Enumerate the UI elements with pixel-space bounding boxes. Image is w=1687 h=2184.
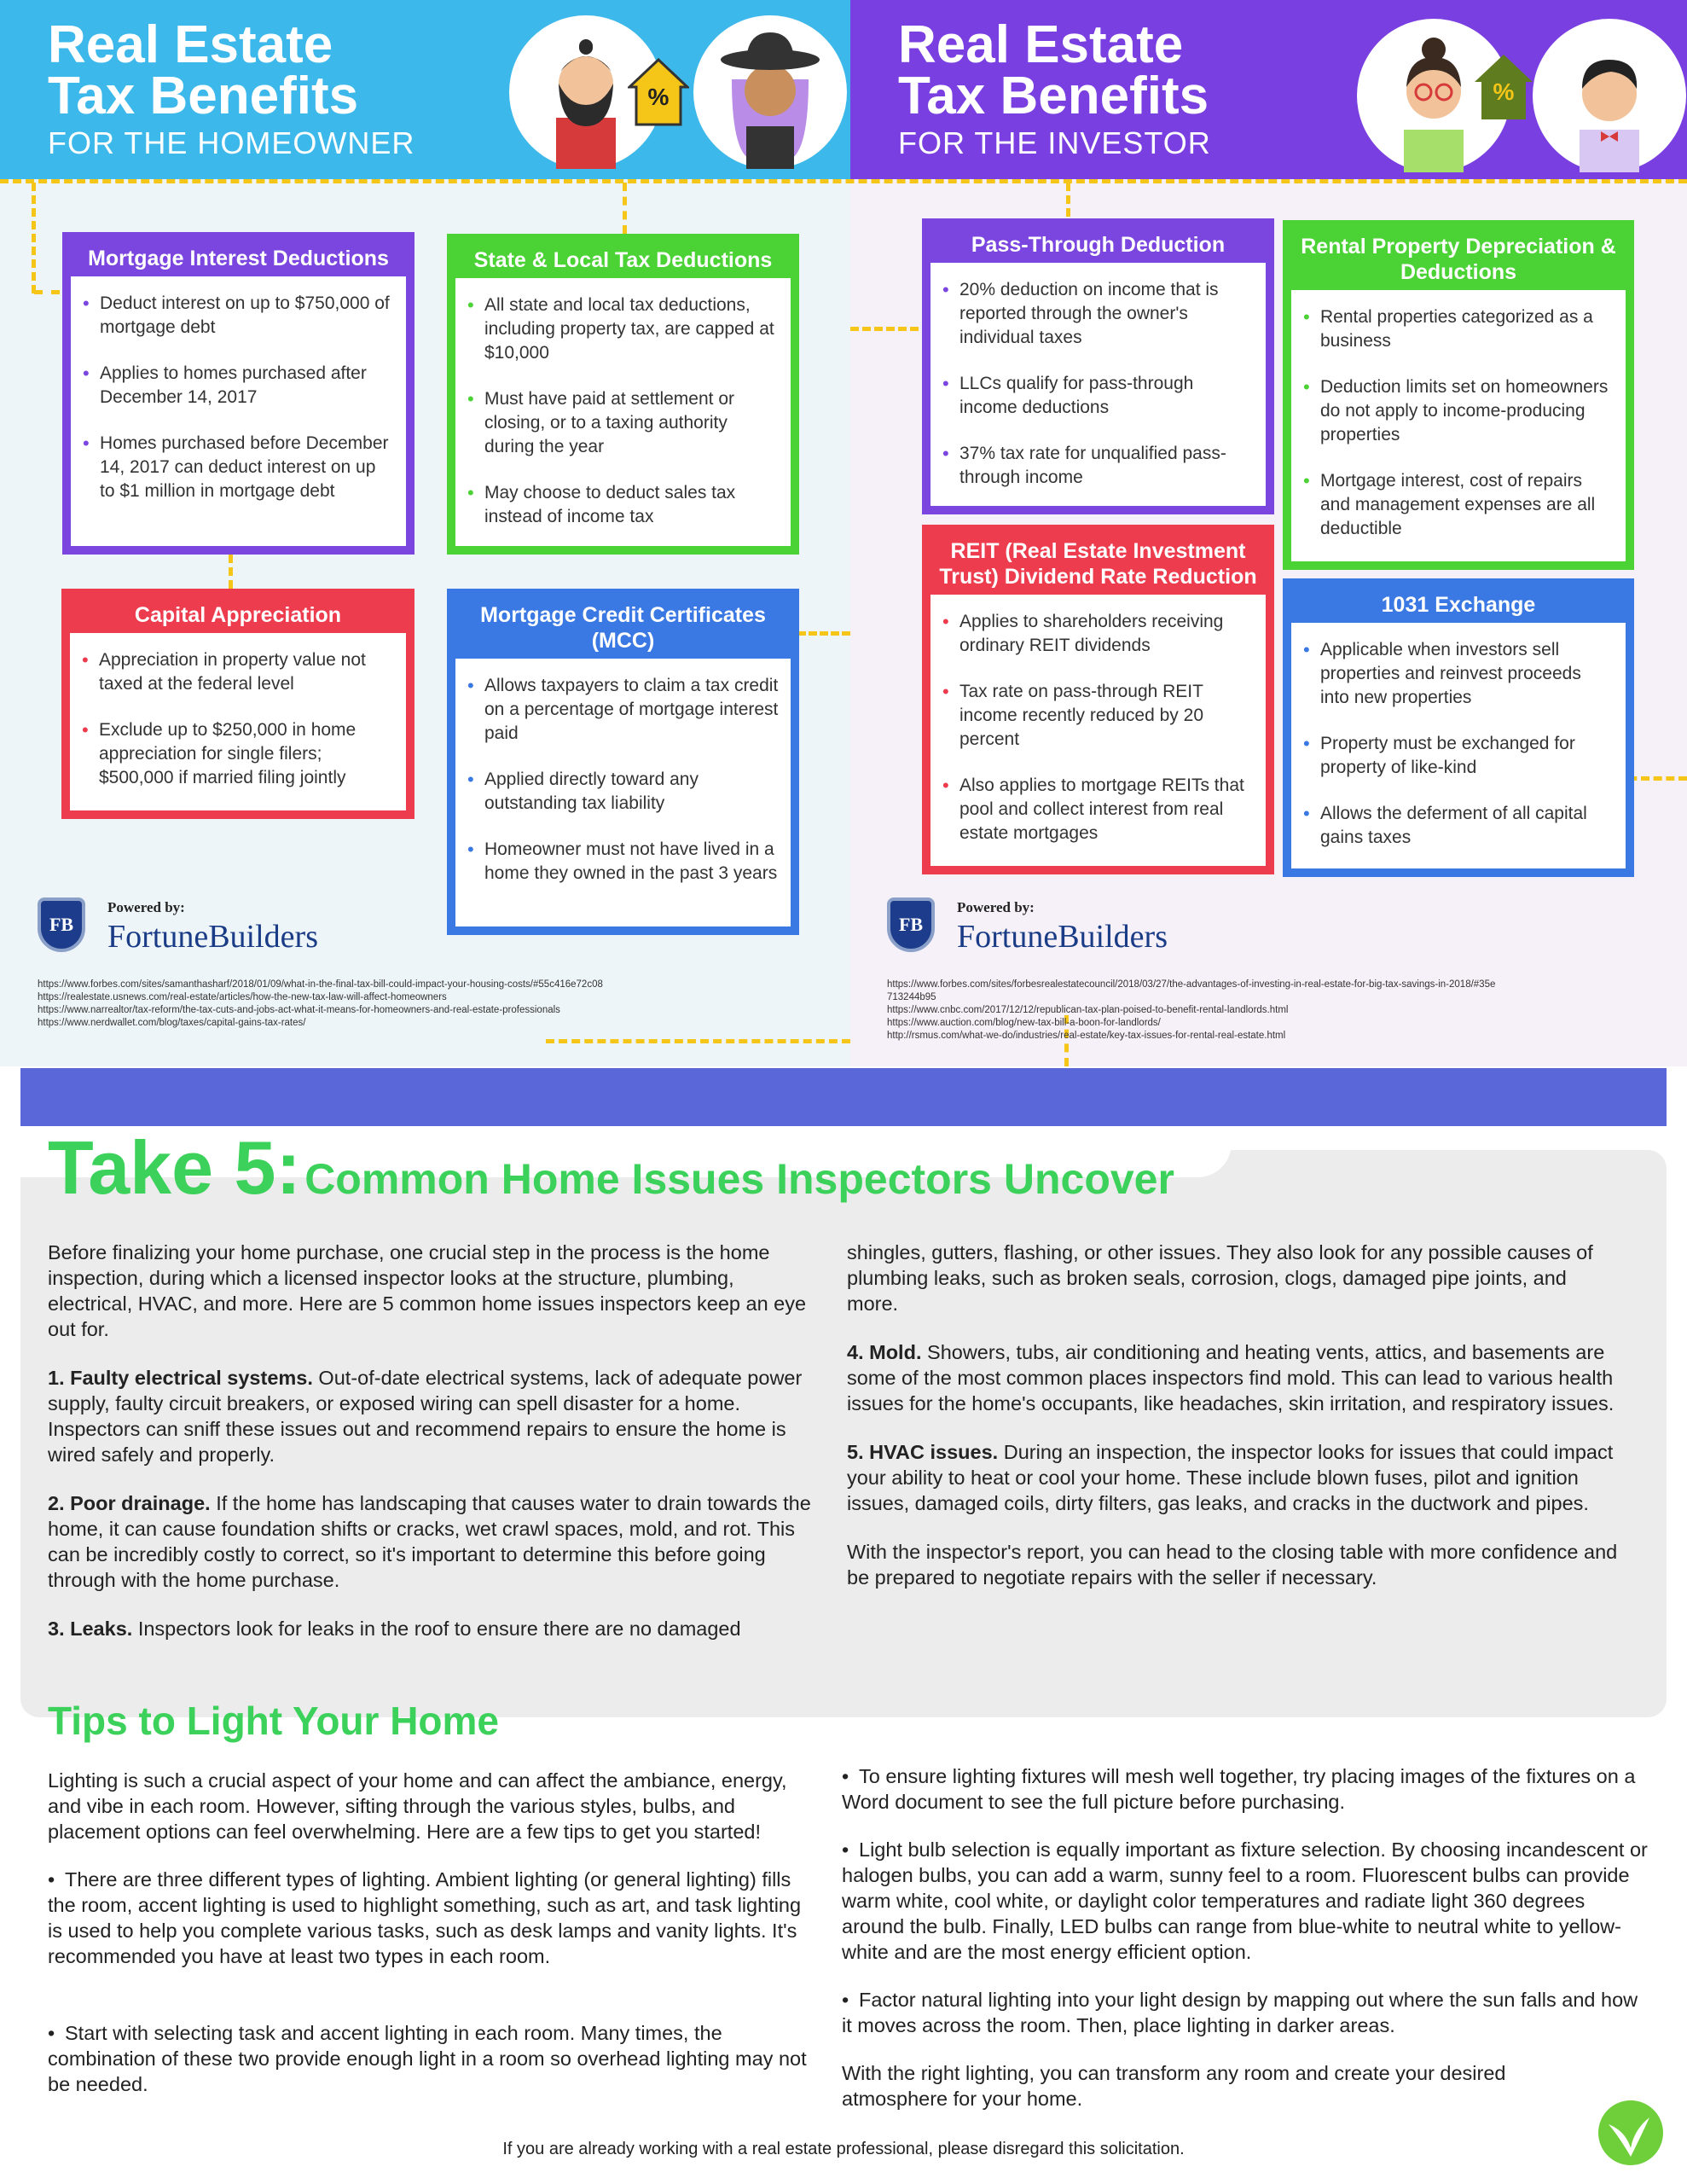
card-item: • Must have paid at settlement or closing, or to a taxing authority during the year	[484, 387, 779, 459]
tip-item	[48, 2020, 815, 2097]
take5-closing: With the inspector's report, you can head to the closing table with more confidence and be prepared to negotiate repairs with the seller if necessary.	[847, 1541, 1618, 1589]
footer-disclaimer: If you are already working with a real estate professional, please disregard this solicitation.	[502, 2140, 1185, 2158]
issue-paragraph	[48, 1616, 815, 1641]
bullet-icon: •	[842, 1989, 849, 2011]
fortunebuilders-shield-icon: FB	[887, 897, 935, 952]
source-link[interactable]: http://rsmus.com/what-we-do/industries/real-estate/key-tax-issues-for-rental-real-estate.html	[887, 1031, 1286, 1041]
tip-text: To ensure lighting fixtures will mesh well together, try placing images of the fixtures on a Word document to see the full picture before purchasing.	[842, 1765, 1636, 1813]
tip-item	[842, 1987, 1652, 2038]
issue-text: Inspectors look for leaks in the roof to ensure there are no damaged	[132, 1618, 741, 1640]
card-title: Rental Property Depreciation & Deductions	[1291, 229, 1626, 290]
leaf-logo-icon	[1597, 2099, 1665, 2171]
connector-line	[797, 631, 850, 636]
fortunebuilders-logo: FortuneBuilders	[957, 919, 1168, 955]
tip-item	[48, 1867, 815, 1969]
card-item: • Applies to shareholders receiving ordinary REIT dividends	[959, 610, 1254, 658]
issue-paragraph	[847, 1339, 1623, 1416]
card-title: State & Local Tax Deductions	[455, 242, 791, 278]
card-item: • Property must be exchanged for property of like-kind	[1320, 732, 1614, 780]
source-link: 713244b95	[887, 992, 936, 1002]
card-item: • All state and local tax deductions, including property tax, are capped at $10,000	[484, 293, 779, 365]
investor-title-line2: Tax Benefits	[898, 67, 1209, 125]
card-item: • Deduct interest on up to $750,000 of mortgage debt	[100, 292, 394, 340]
issue-lead: 3. Leaks.	[48, 1618, 133, 1640]
tips-left-column	[48, 1768, 815, 2119]
investor-house-percent-symbol: %	[1493, 78, 1515, 105]
take5-intro: Before finalizing your home purchase, one crucial step in the process is the home inspection, during which a licensed inspector looks at the structure, plumbing, electrical, HVAC, and more. Here are 5 common home issues inspectors keep an eye out for.	[48, 1241, 807, 1340]
card-1031-exchange	[1283, 578, 1634, 877]
card-capital-appreciation	[61, 589, 415, 819]
tip-item	[842, 1763, 1652, 1815]
card-item: • LLCs qualify for pass-through income deductions	[959, 372, 1254, 420]
card-title: Mortgage Interest Deductions	[71, 241, 406, 276]
investor-header	[850, 0, 1687, 179]
card-item: • Applied directly toward any outstanding tax liability	[484, 768, 779, 816]
take5-right-column	[847, 1240, 1623, 1613]
card-reit	[922, 525, 1274, 874]
card-item: • Applicable when investors sell properties and reinvest proceeds into new properties	[1320, 638, 1614, 710]
bullet-icon: •	[48, 2022, 55, 2044]
issue-paragraph	[847, 1439, 1623, 1516]
connector-line	[850, 327, 919, 331]
issue-lead: 4. Mold.	[847, 1341, 922, 1363]
connector-line	[1066, 183, 1070, 217]
connector-line	[623, 183, 627, 234]
card-item: • Deduction limits set on homeowners do not apply to income-producing properties	[1320, 375, 1614, 447]
tip-text: Start with selecting task and accent lighting in each room. Many times, the combination of these two provide enough light in a room so overhead lighting may not be needed.	[48, 2022, 807, 2095]
fortunebuilders-shield-icon: FB	[38, 897, 85, 952]
source-link[interactable]: https://www.nerdwallet.com/blog/taxes/capital-gains-tax-rates/	[38, 1018, 306, 1028]
investor-sources	[887, 979, 1680, 1043]
investor-house-percent-icon	[1473, 53, 1534, 121]
take5-heading	[48, 1124, 1174, 1211]
homeowner-title-line2: Tax Benefits	[48, 67, 359, 125]
card-item: • May choose to deduct sales tax instead of income tax	[484, 481, 779, 529]
powered-by-label: Powered by:	[107, 899, 185, 915]
woman-avatar-icon	[693, 15, 847, 169]
powered-by-label: Powered by:	[957, 899, 1035, 915]
issue-text: If the home has landscaping that causes water to drain towards the home, it can cause foundation shifts or cracks, wet crawl spaces, mold, and rot. This can be incredibly costly to correct, so it's important to determine this before going through with the home purchase.	[48, 1492, 811, 1591]
tip-text: Light bulb selection is equally important as fixture selection. By choosing incandescent or halogen bulbs, you can add a warm, sunny feel to a room. Fluorescent bulbs can provide warm white, cool white, or daylight color temperatures and radiate light 360 degrees around the bulb. Finally, LED bulbs can range from blue-white to neutral white to yellow-white and are the most energy efficient option.	[842, 1838, 1648, 1963]
homeowner-subtitle: FOR THE HOMEOWNER	[48, 125, 415, 160]
investor-subtitle: FOR THE INVESTOR	[898, 125, 1211, 160]
tip-text: There are three different types of lighting. Ambient lighting (or general lighting) fills the room, accent lighting is used to highlight something, such as art, and task lighting is used to help you complete various tasks, such as desk lamps and vanity lights. It's recommended you have at least two types in each room.	[48, 1868, 802, 1967]
card-item: • Mortgage interest, cost of repairs and management expenses are all deductible	[1320, 469, 1614, 541]
card-item: • Allows taxpayers to claim a tax credit on a percentage of mortgage interest paid	[484, 674, 779, 746]
card-rental-depreciation	[1283, 220, 1634, 570]
tips-intro: Lighting is such a crucial aspect of your home and can affect the ambiance, energy, and vibe in each room. However, sifting through the various styles, bulbs, and placement options can feel overwhelming. Here are a few tips to get you started!	[48, 1769, 787, 1843]
homeowner-sources	[38, 979, 839, 1030]
bullet-icon: •	[48, 1868, 55, 1891]
card-title: Capital Appreciation	[70, 597, 406, 633]
issue-text: During an inspection, the inspector looks for issues that could impact your ability to heat or cool your home. These include blown fuses, pilot and ignition issues, damaged coils, dirty filters, gas leaks, and cracks in the ductwork and pipes.	[847, 1441, 1614, 1514]
card-item: • Rental properties categorized as a business	[1320, 305, 1614, 353]
tip-text: Factor natural lighting into your light design by mapping out where the sun falls and how it moves across the room. Then, place lighting in darker areas.	[842, 1989, 1638, 2036]
source-link[interactable]: https://www.forbes.com/sites/samanthasharf/2018/01/09/what-in-the-final-tax-bill-could-impact-your-housing-costs/#55c416e72c08	[38, 979, 603, 990]
man-bowtie-avatar-icon	[1533, 19, 1686, 172]
house-percent-icon	[628, 58, 689, 126]
source-link[interactable]: https://www.narrealtor/tax-reform/the-tax-cuts-and-jobs-act-what-it-means-for-homeowners-and-real-estate-professionals	[38, 1005, 560, 1015]
connector-line	[32, 183, 36, 293]
source-link[interactable]: https://www.forbes.com/sites/forbesrealestatecouncil/2018/03/27/the-advantages-of-investing-in-real-estate-for-big-tax-savings-in-2018/#35e	[887, 979, 1496, 990]
issue-text: shingles, gutters, flashing, or other issues. They also look for any possible causes of plumbing leaks, such as broken seals, corrosion, clogs, damaged pipe joints, and more.	[847, 1241, 1593, 1315]
card-item: • Homeowner must not have lived in a home they owned in the past 3 years	[484, 838, 779, 886]
card-item: • Also applies to mortgage REITs that pool and collect interest from real estate mortgages	[959, 774, 1254, 845]
card-item: • Appreciation in property value not taxed at the federal level	[99, 648, 394, 696]
card-state-local-tax	[447, 234, 799, 555]
card-item: • Exclude up to $250,000 in home appreciation for single filers; $500,000 if married filing jointly	[99, 718, 394, 790]
issue-lead: 1. Faulty electrical systems.	[48, 1367, 313, 1389]
investor-title-line1: Real Estate	[898, 15, 1184, 74]
tips-closing: With the right lighting, you can transform any room and create your desired atmosphere for your home.	[842, 2062, 1506, 2110]
card-title: 1031 Exchange	[1291, 587, 1626, 623]
issue-paragraph	[48, 1365, 815, 1467]
card-mortgage-interest	[62, 232, 415, 555]
connector-line	[0, 179, 1687, 183]
issue-text: Out-of-date electrical systems, lack of adequate power supply, faulty circuit breakers, or exposed wiring can spell disaster for a home. Inspectors can sniff these issues out and recommend repairs to ensure the home is wired safely and properly.	[48, 1367, 803, 1466]
issue-lead: 2. Poor drainage.	[48, 1492, 211, 1514]
card-title: Mortgage Credit Certificates (MCC)	[455, 597, 791, 659]
card-item: • Allows the deferment of all capital gains taxes	[1320, 802, 1614, 850]
tips-title: Tips to Light Your Home	[48, 1699, 499, 1743]
issue-paragraph	[847, 1240, 1623, 1316]
card-item: • Tax rate on pass-through REIT income recently reduced by 20 percent	[959, 680, 1254, 752]
source-link[interactable]: https://realestate.usnews.com/real-estate/articles/how-the-new-tax-law-will-affect-homeowners	[38, 992, 447, 1002]
bullet-icon: •	[842, 1765, 849, 1787]
card-mcc	[447, 589, 799, 935]
connector-line	[34, 290, 60, 294]
house-percent-symbol: %	[647, 84, 670, 110]
card-title: Pass-Through Deduction	[930, 227, 1266, 263]
source-link[interactable]: https://www.cnbc.com/2017/12/12/republican-tax-plan-poised-to-benefit-rental-landlords.html	[887, 1005, 1289, 1015]
take5-subtitle: Common Home Issues Inspectors Uncover	[304, 1155, 1174, 1203]
connector-line	[229, 555, 233, 589]
tips-right-column	[842, 1763, 1652, 2134]
issue-lead: 5. HVAC issues.	[847, 1441, 999, 1463]
divider-bar	[20, 1068, 1667, 1126]
card-item: • 20% deduction on income that is reported through the owner's individual taxes	[959, 278, 1254, 350]
tip-item	[842, 1837, 1652, 1965]
issue-text: Showers, tubs, air conditioning and heating vents, attics, and basements are some of the most common places inspectors find mold. This can lead to various health issues for the home's occupants, like headaches, skin irritation, and respiratory issues.	[847, 1341, 1615, 1414]
connector-line	[546, 1039, 850, 1043]
take5-big-label: Take 5:	[48, 1125, 301, 1210]
take5-left-column	[48, 1240, 815, 1664]
card-item: • Homes purchased before December 14, 2017 can deduct interest on up to $1 million in mortgage debt	[100, 432, 394, 503]
card-pass-through	[922, 218, 1274, 514]
bullet-icon: •	[842, 1838, 849, 1861]
homeowner-header	[0, 0, 850, 179]
fortunebuilders-logo: FortuneBuilders	[107, 919, 318, 955]
source-link[interactable]: https://www.auction.com/blog/new-tax-bill-a-boon-for-landlords/	[887, 1018, 1161, 1028]
homeowner-title-line1: Real Estate	[48, 15, 333, 74]
card-title: REIT (Real Estate Investment Trust) Dividend Rate Reduction	[930, 533, 1266, 595]
issue-paragraph	[48, 1490, 815, 1593]
card-item: • 37% tax rate for unqualified pass-through income	[959, 442, 1254, 490]
card-item: • Applies to homes purchased after December 14, 2017	[100, 362, 394, 410]
